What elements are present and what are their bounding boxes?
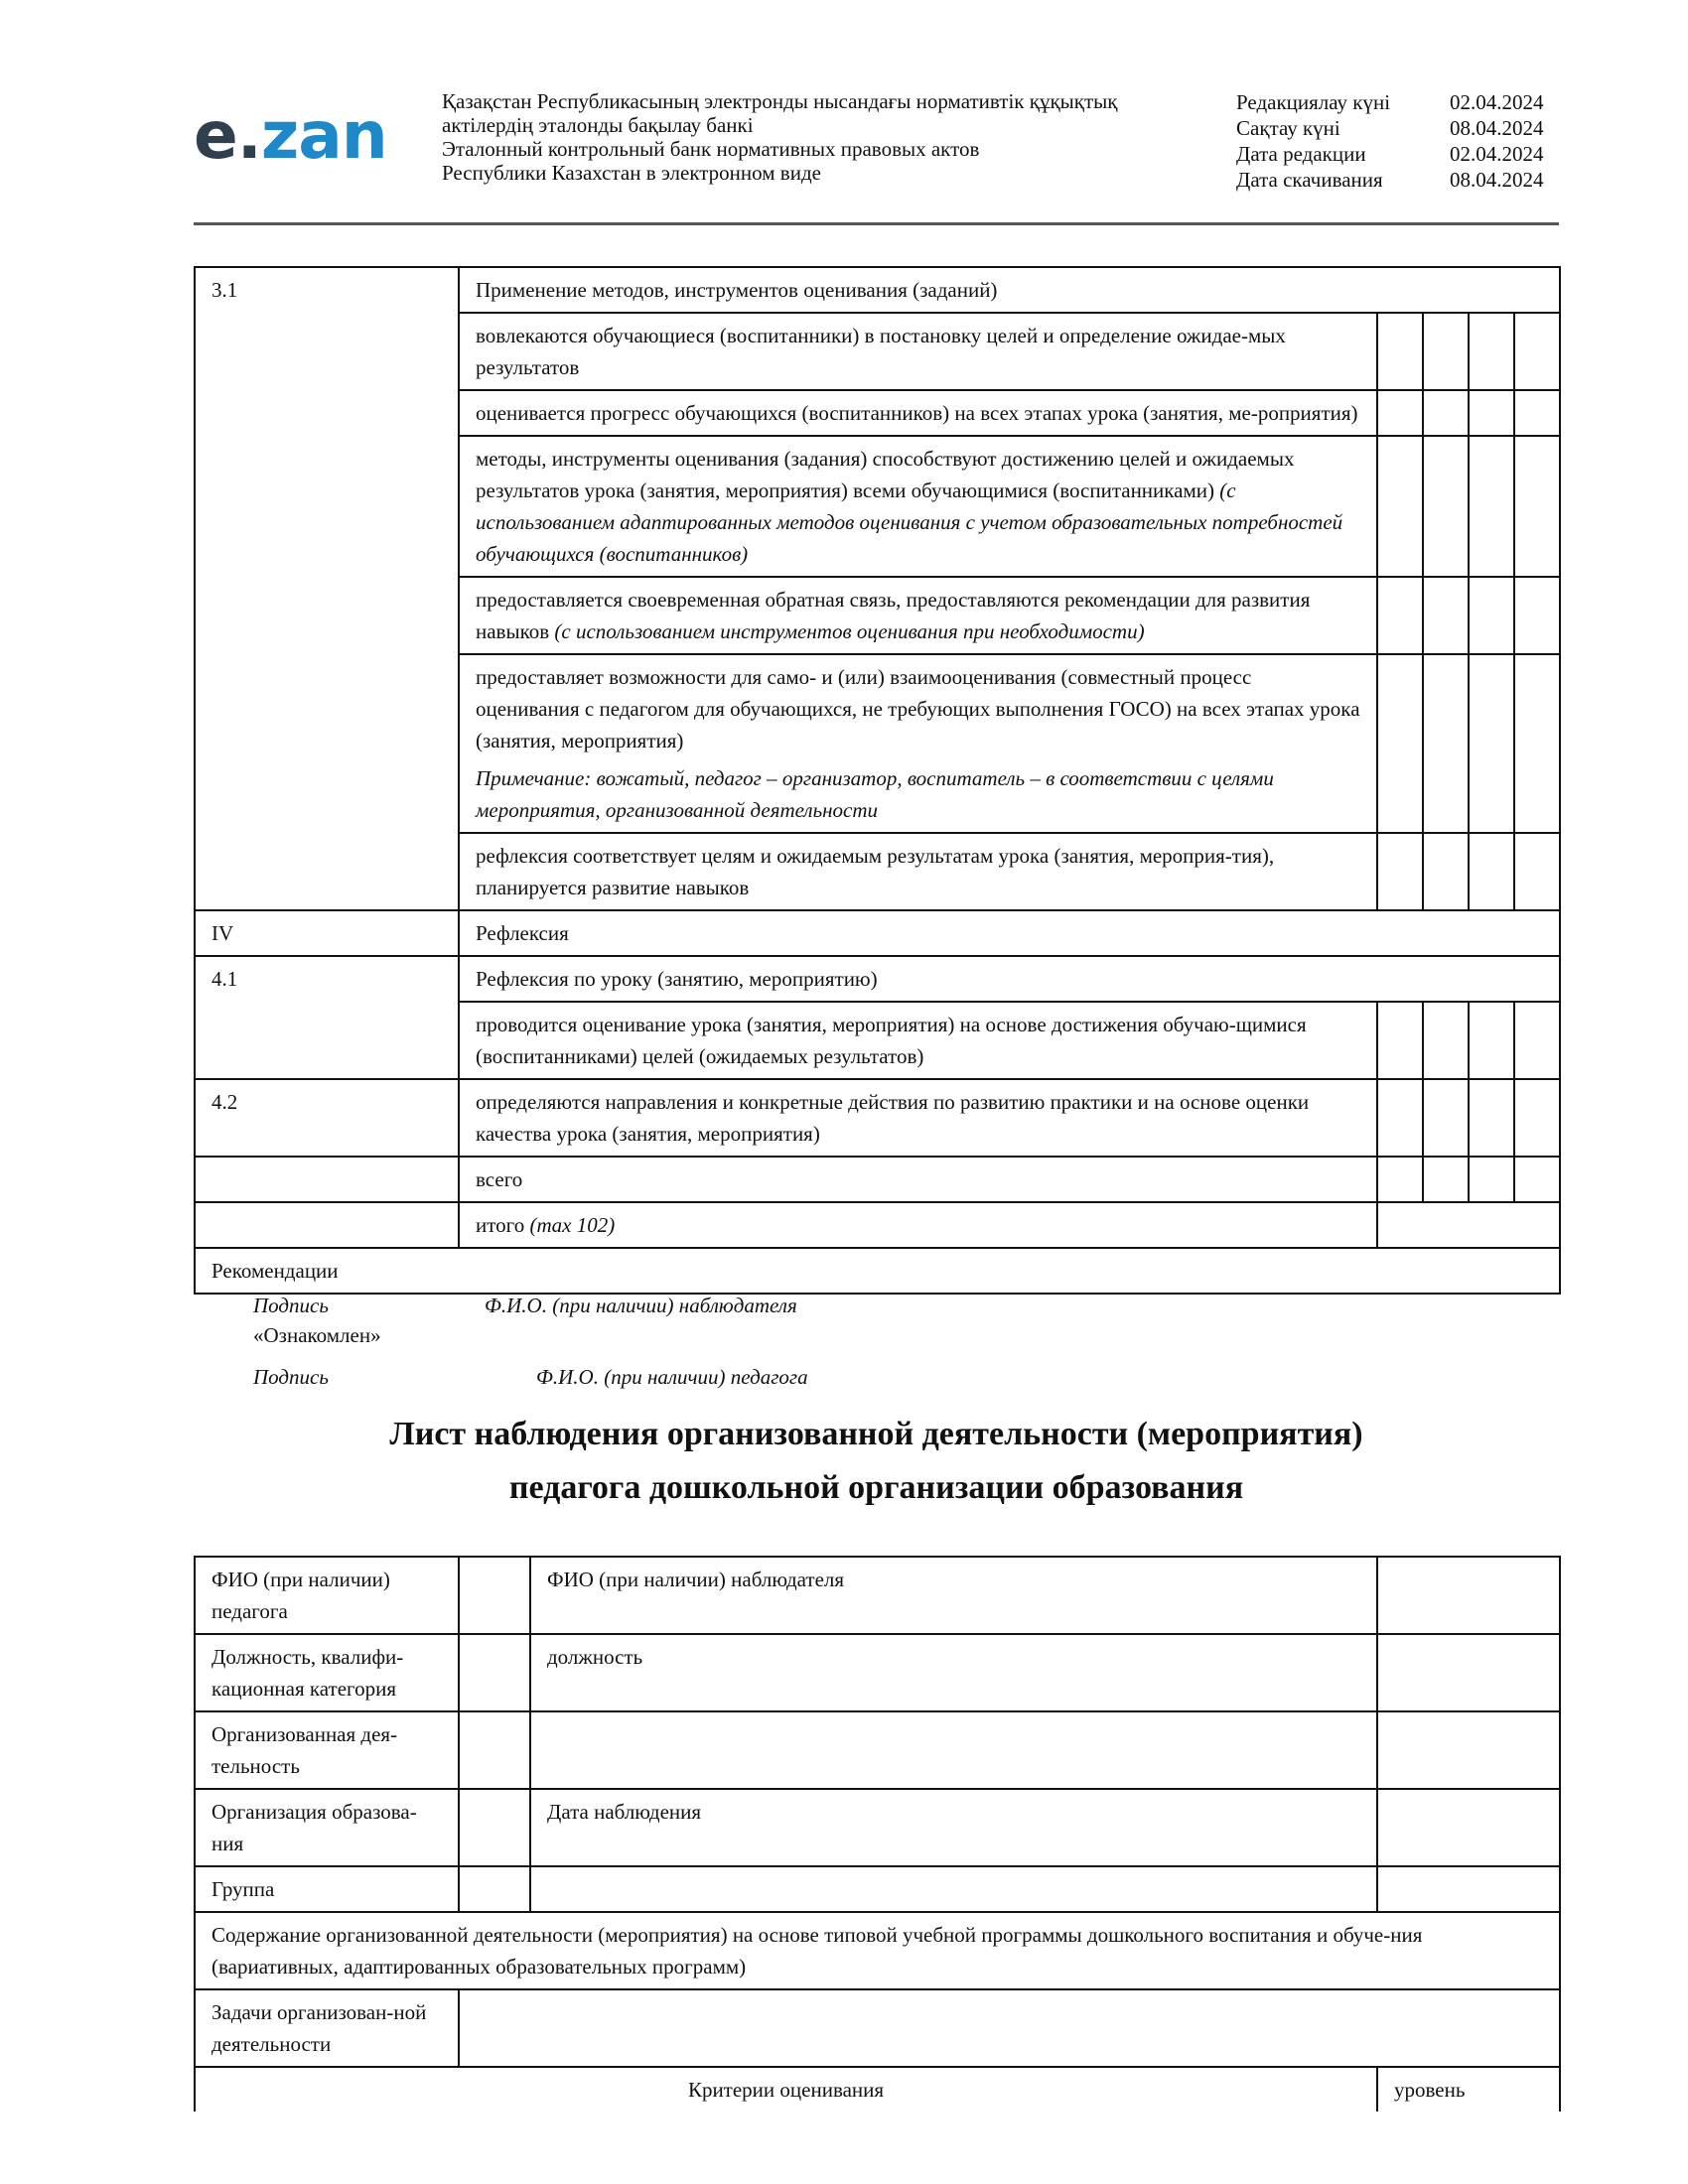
score-cell[interactable] — [1469, 1157, 1514, 1202]
field-value[interactable] — [1377, 1711, 1560, 1789]
meta-value: 08.04.2024 — [1450, 116, 1544, 140]
signature-label: Подпись — [253, 1294, 329, 1317]
score-cell[interactable] — [1469, 390, 1514, 436]
section-title: Применение методов, инструментов оценивания (заданий) — [459, 267, 1560, 313]
score-cell[interactable] — [1469, 654, 1514, 833]
field-value[interactable] — [459, 1557, 530, 1634]
score-cell[interactable] — [1423, 1002, 1469, 1079]
field-value[interactable] — [459, 1789, 530, 1866]
score-cell[interactable] — [1377, 390, 1423, 436]
field-value[interactable] — [530, 1866, 1377, 1912]
meta-label: Сақтау күні — [1236, 116, 1340, 140]
score-cell[interactable] — [1514, 1157, 1560, 1202]
meta-label: Редакциялау күні — [1236, 90, 1391, 114]
score-cell[interactable] — [1423, 577, 1469, 654]
score-cell[interactable] — [1423, 1079, 1469, 1157]
total-label: всего — [459, 1157, 1377, 1202]
score-cell[interactable] — [1469, 313, 1514, 390]
meta-value: 02.04.2024 — [1450, 142, 1544, 166]
score-cell[interactable] — [1469, 577, 1514, 654]
score-cell[interactable] — [1514, 390, 1560, 436]
field-label: Дата наблюдения — [530, 1789, 1377, 1866]
score-cell[interactable] — [1377, 1002, 1423, 1079]
section-number: IV — [195, 910, 459, 956]
field-label: Группа — [195, 1866, 459, 1912]
score-cell[interactable] — [1469, 833, 1514, 910]
empty-cell — [195, 1157, 459, 1202]
field-value[interactable] — [1377, 1557, 1560, 1634]
score-cell[interactable] — [1469, 436, 1514, 577]
recommendations-cell[interactable]: Рекомендации — [195, 1248, 1560, 1294]
score-cell[interactable] — [1514, 577, 1560, 654]
score-cell[interactable] — [1377, 313, 1423, 390]
field-label: Должность, квалифи-кационная категория — [195, 1634, 459, 1711]
document-title-line: педагога дошкольной организации образования — [508, 1469, 1244, 1506]
field-label: Организация образова-ния — [195, 1789, 459, 1866]
table-row — [195, 267, 1560, 313]
score-cell[interactable] — [1514, 1002, 1560, 1079]
field-value[interactable] — [1377, 1634, 1560, 1711]
header-line: актілердің эталонды бақылау банкі — [442, 113, 754, 137]
empty-cell — [195, 1202, 459, 1248]
table-row — [195, 1989, 1560, 2067]
score-cell[interactable] — [1514, 654, 1560, 833]
score-cell[interactable] — [1423, 436, 1469, 577]
field-value[interactable] — [459, 1711, 530, 1789]
field-value[interactable] — [459, 1866, 530, 1912]
score-cell[interactable] — [1377, 833, 1423, 910]
criterion-text: предоставляется своевременная обратная связь, предоставляются рекомендации для развития навыков (с использованием инструментов оценивания при необходимости) — [459, 577, 1377, 654]
table-row — [195, 1202, 1560, 1248]
criterion-text: рефлексия соответствует целям и ожидаемым результатам урока (занятия, мероприя-тия), планируется развитие навыков — [459, 833, 1377, 910]
document-title-line: Лист наблюдения организованной деятельности (мероприятия) — [389, 1416, 1363, 1452]
score-cell[interactable] — [1377, 654, 1423, 833]
score-cell[interactable] — [1423, 1157, 1469, 1202]
table-row — [195, 1557, 1560, 1634]
acknowledged-label: «Ознакомлен» — [253, 1323, 381, 1347]
score-cell[interactable] — [1514, 313, 1560, 390]
section-number: 4.2 — [195, 1079, 459, 1157]
table-row — [195, 1711, 1560, 1789]
table-row — [195, 1789, 1560, 1866]
signature-label: Подпись — [253, 1365, 329, 1389]
score-cell[interactable] — [1514, 1079, 1560, 1157]
score-cell[interactable] — [1423, 390, 1469, 436]
table-row — [195, 1912, 1560, 1989]
itogo-label: итого (max 102) — [459, 1202, 1377, 1248]
field-label: Задачи организован-ной деятельности — [195, 1989, 459, 2067]
ezan-logo: e.zan — [194, 97, 387, 174]
field-value[interactable] — [459, 1634, 530, 1711]
evaluation-table — [194, 266, 1561, 1295]
content-description: Содержание организованной деятельности (мероприятия) на основе типовой учебной программы дошкольного воспитания и обуче-ния (вариативных, адаптированных образовательных программ) — [195, 1912, 1560, 1989]
criteria-header: Критерии оценивания — [195, 2067, 1377, 2112]
section-title: Рефлексия по уроку (занятию, мероприятию) — [459, 956, 1560, 1002]
score-cell[interactable] — [1514, 436, 1560, 577]
criterion-text: проводится оценивание урока (занятия, мероприятия) на основе достижения обучаю-щимися (воспитанниками) целей (ожидаемых результатов) — [459, 1002, 1377, 1079]
criterion-text: методы, инструменты оценивания (задания) способствуют достижению целей и ожидаемых результатов урока (занятия, мероприятия) всеми обучающимися (воспитанниками) (с использованием адаптированных методов оценивания с учетом образовательных потребностей обучающихся (воспитанников) — [459, 436, 1377, 577]
meta-label: Дата редакции — [1236, 142, 1366, 166]
score-cell[interactable] — [1423, 654, 1469, 833]
header-line: Қазақстан Республикасының электронды нысандағы нормативтік құқықтық — [442, 89, 1118, 113]
score-cell[interactable] — [1514, 833, 1560, 910]
meta-value: 02.04.2024 — [1450, 90, 1544, 114]
level-header: уровень — [1377, 2067, 1560, 2112]
criterion-text: определяются направления и конкретные действия по развитию практики и на основе оценки качества урока (занятия, мероприятия) — [459, 1079, 1377, 1157]
table-row — [195, 2067, 1560, 2112]
observation-sheet-table — [194, 1556, 1561, 2112]
score-cell[interactable] — [1377, 577, 1423, 654]
meta-label: Дата скачивания — [1236, 168, 1383, 192]
header-dates — [1236, 89, 1569, 193]
table-row — [195, 1079, 1560, 1157]
meta-value: 08.04.2024 — [1450, 168, 1544, 192]
criterion-text: вовлекаются обучающиеся (воспитанники) в постановку целей и определение ожидае-мых результатов — [459, 313, 1377, 390]
header-source-text — [442, 89, 1177, 185]
score-cell[interactable] — [1423, 313, 1469, 390]
section-number: 4.1 — [195, 956, 459, 1079]
table-row — [195, 1157, 1560, 1202]
document-header — [194, 79, 1559, 228]
observer-name-label: Ф.И.О. (при наличии) наблюдателя — [485, 1294, 797, 1317]
section-number: 3.1 — [195, 267, 459, 910]
table-row — [195, 1248, 1560, 1294]
field-value[interactable] — [1377, 1866, 1560, 1912]
table-row — [195, 1866, 1560, 1912]
field-value[interactable] — [459, 1989, 1560, 2067]
header-line: Эталонный контрольный банк нормативных правовых актов — [442, 137, 980, 161]
criterion-text: предоставляет возможности для само- и (или) взаимооценивания (совместный процесс оценивания с педагогом для обучающихся, не требующих выполнения ГОСО) на всех этапах урока (занятия, мероприятия) Примечание: вожатый, педагог – организатор, воспитатель – в соответствии с целями мероприятия, организованной деятельности — [459, 654, 1377, 833]
criterion-note: Примечание: вожатый, педагог – организатор, воспитатель – в соответствии с целями мероприятия, организованной деятельности — [476, 766, 1274, 822]
score-cell[interactable] — [1377, 1079, 1423, 1157]
field-value[interactable] — [530, 1711, 1377, 1789]
field-label: Организованная дея-тельность — [195, 1711, 459, 1789]
field-label: должность — [530, 1634, 1377, 1711]
section-title: Рефлексия — [459, 910, 1560, 956]
criterion-text: оценивается прогресс обучающихся (воспитанников) на всех этапах урока (занятия, ме-роприятия) — [459, 390, 1377, 436]
itogo-value-cell[interactable] — [1377, 1202, 1560, 1248]
teacher-name-label: Ф.И.О. (при наличии) педагога — [536, 1365, 808, 1389]
score-cell[interactable] — [1469, 1002, 1514, 1079]
header-divider — [194, 222, 1559, 225]
table-row — [195, 1634, 1560, 1711]
table-row — [195, 910, 1560, 956]
field-label: ФИО (при наличии) наблюдателя — [530, 1557, 1377, 1634]
score-cell[interactable] — [1423, 833, 1469, 910]
field-value[interactable] — [1377, 1789, 1560, 1866]
table-row — [195, 956, 1560, 1002]
score-cell[interactable] — [1469, 1079, 1514, 1157]
score-cell[interactable] — [1377, 436, 1423, 577]
header-line: Республики Казахстан в электронном виде — [442, 161, 821, 185]
score-cell[interactable] — [1377, 1157, 1423, 1202]
field-label: ФИО (при наличии) педагога — [195, 1557, 459, 1634]
